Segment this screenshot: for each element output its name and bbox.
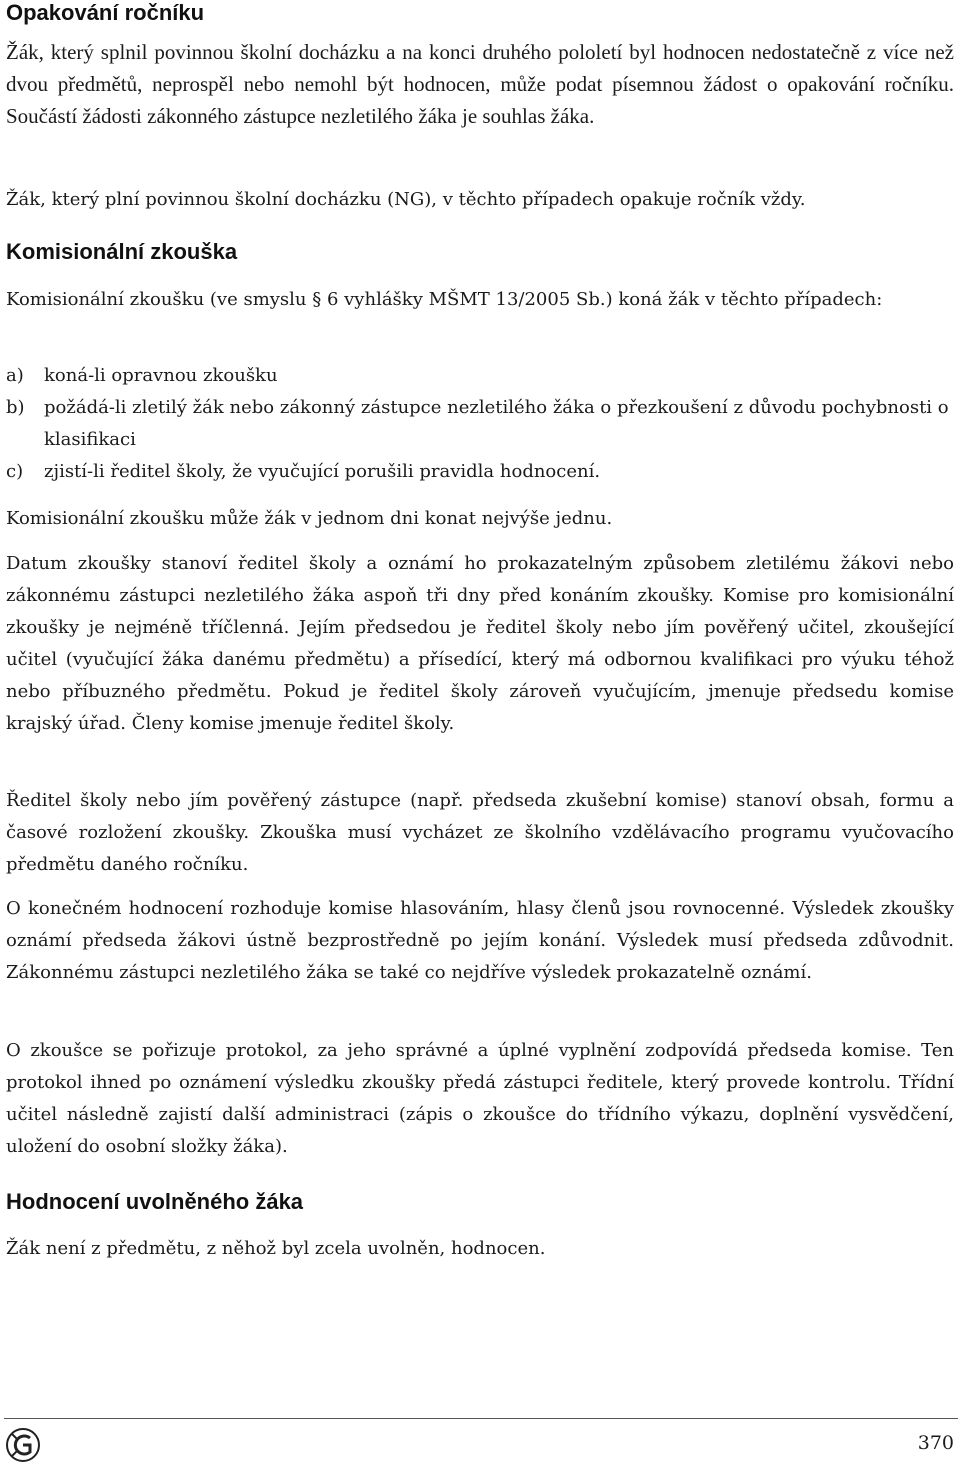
heading-opakovani-rocniku: Opakování ročníku [6,0,205,25]
paragraph-exam-content: Ředitel školy nebo jím pověřený zástupce (např. předseda zkušební komise) stanoví obsah, formu a časové rozložení zkoušky. Zkouška musí vycházet ze školního vzdělávacího programu vyučovacího předmětu daného ročníku. [6,790,954,875]
exam-cases-list [6,360,954,488]
page-number: 370 [917,1432,954,1454]
list-item-text: požádá-li zletilý žák nebo zákonný zástupce nezletilého žáka o přezkoušení z důvodu pochybnosti o klasifikaci [44,397,949,450]
paragraph-exam-result: O konečném hodnocení rozhoduje komise hlasováním, hlasy členů jsou rovnocenné. Výsledek zkoušky oznámí předseda žákovi ústně bezprostředně po jejím konání. Výsledek musí předseda zdůvodnit. Zákonnému zástupci nezletilého žáka se také co nejdříve výsledek prokazatelně oznámí. [6,898,954,983]
footer-divider [4,1418,958,1419]
paragraph-exam-limit: Komisionální zkoušku může žák v jednom dni konat nejvýše jednu. [6,508,613,529]
heading-komisionalni-zkouska: Komisionální zkouška [6,239,238,264]
school-logo-icon [4,1426,42,1464]
list-marker: b) [6,397,25,418]
list-item [6,360,954,392]
paragraph-exam-protocol: O zkoušce se pořizuje protokol, za jeho správné a úplné vyplnění zodpovídá předseda komise. Ten protokol ihned po oznámení výsledku zkoušky předá zástupci ředitele, který provede kontrolu. Třídní učitel následně zajistí další administraci (zápis o zkoušce do třídního výkazu, doplnění vysvědčení, uložení do osobní složky žáka). [6,1040,954,1157]
heading-hodnoceni-uvolneneho-zaka: Hodnocení uvolněného žáka [6,1189,304,1214]
list-item [6,456,954,488]
paragraph-exam-date-commission: Datum zkoušky stanoví ředitel školy a oznámí ho prokazatelným způsobem zletilému žákovi nebo zákonnému zástupci nezletilého žáka aspoň tři dny před konáním zkoušky. Komise pro komisionální zkoušky je nejméně tříčlenná. Jejím předsedou je ředitel školy nebo jím pověřený učitel, zkoušející učitel (vyučující žáka danému předmětu) a přísedící, který má odbornou kvalifikaci pro výuku téhož nebo příbuzného předmětu. Pokud je ředitel školy zároveň vyučujícím, jmenuje předsedu komise krajský úřad. Členy komise jmenuje ředitel školy. [6,553,954,734]
paragraph-exempt-student: Žák není z předmětu, z něhož byl zcela uvolněn, hodnocen. [6,1238,546,1259]
list-marker: c) [6,461,24,482]
list-item-text: zjistí-li ředitel školy, že vyučující porušili pravidla hodnocení. [44,461,601,482]
paragraph-exam-intro: Komisionální zkoušku (ve smyslu § 6 vyhlášky MŠMT 13/2005 Sb.) koná žák v těchto případech: [6,289,883,310]
paragraph-repeat-always: Žák, který plní povinnou školní docházku (NG), v těchto případech opakuje ročník vždy. [6,189,806,210]
paragraph-repeat-request: Žák, který splnil povinnou školní docházku a na konci druhého pololetí byl hodnocen nedostatečně z více než dvou předmětů, neprospěl nebo nemohl být hodnocen, může podat písemnou žádost o opakování ročníku. Součástí žádosti zákonného zástupce nezletilého žáka je souhlas žáka. [6,40,954,128]
list-item [6,392,954,456]
list-marker: a) [6,365,24,386]
list-item-text: koná-li opravnou zkoušku [44,365,278,386]
